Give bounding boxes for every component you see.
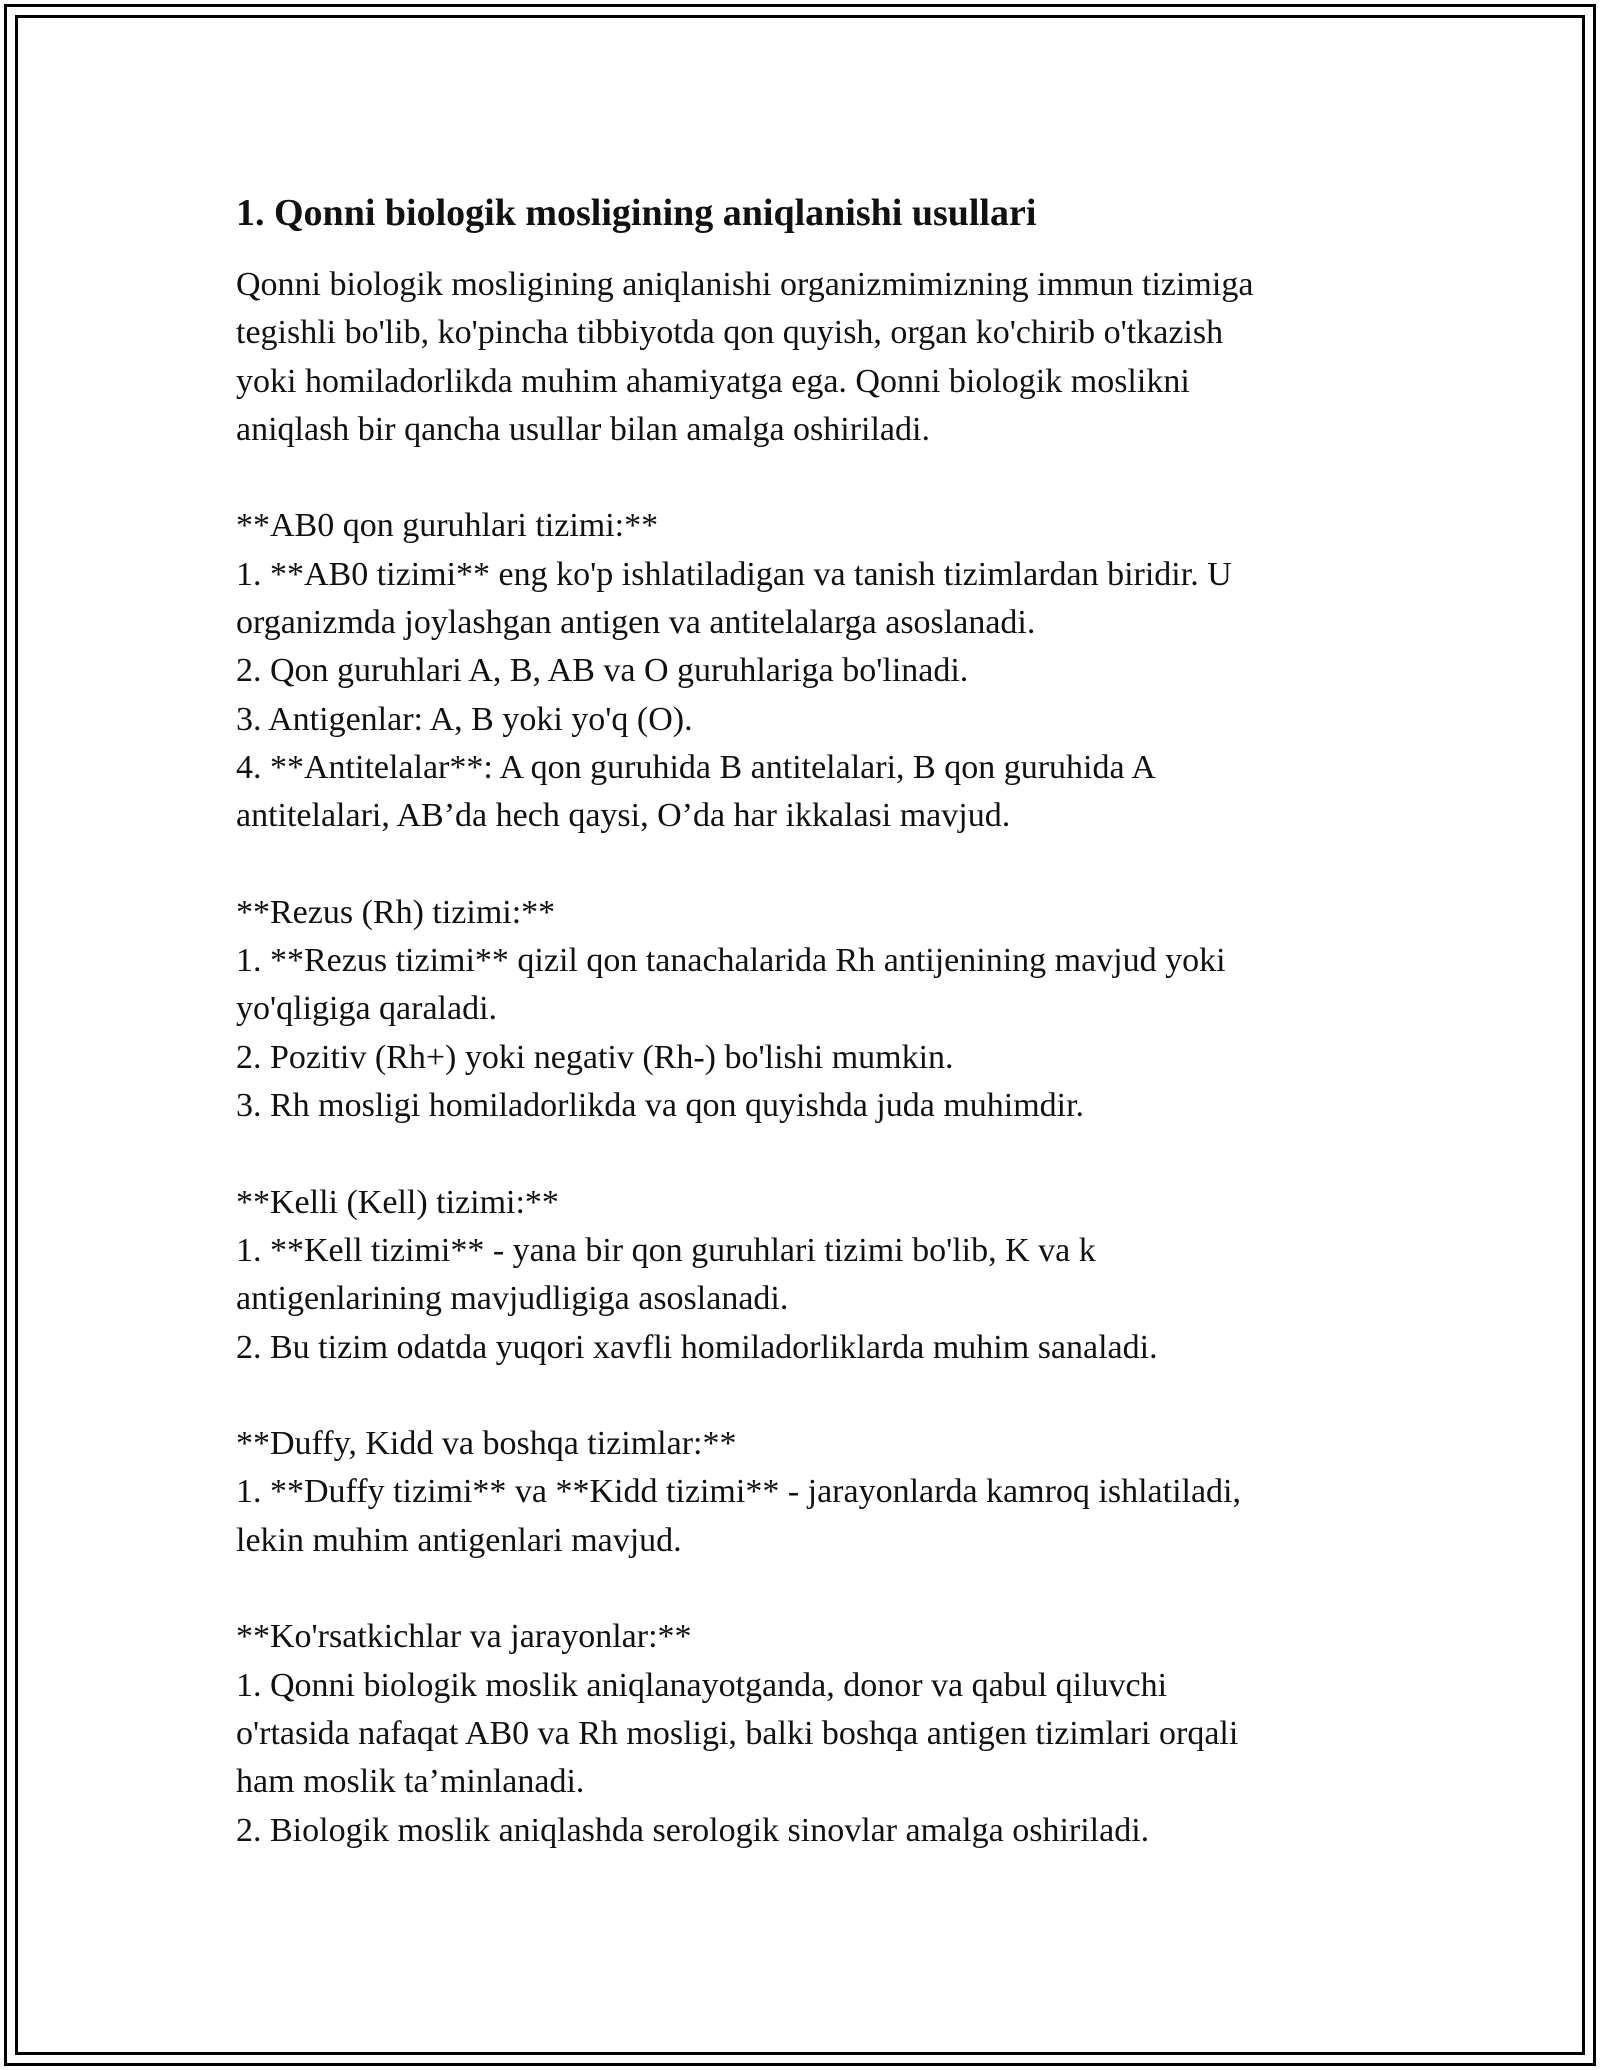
section-ab0 <box>236 502 1376 840</box>
list-item: 1. **Rezus tizimi** qizil qon tanachalarida Rh antijenining mavjud yoki yo'qligiga qaraladi. <box>236 942 1226 1028</box>
list-item: 1. Qonni biologik moslik aniqlanayotganda, donor va qabul qiluvchi o'rtasida nafaqat AB0 va Rh mosligi, balki boshqa antigen tizimlari orqali ham moslik ta’minlanadi. <box>236 1666 1239 1801</box>
list-item: 1. **Kell tizimi** - yana bir qon guruhlari tizimi bo'lib, K va k antigenlarining mavjudligiga asoslanadi. <box>236 1231 1096 1318</box>
spacer <box>236 1130 1376 1178</box>
list-item: 2. Biologik moslik aniqlashda serologik sinovlar amalga oshiriladi. <box>236 1811 1150 1849</box>
section-heading: **AB0 qon guruhlari tizimi:** <box>236 507 659 545</box>
section-heading: **Ko'rsatkichlar va jarayonlar:** <box>236 1618 692 1656</box>
section-heading: **Rezus (Rh) tizimi:** <box>236 893 556 931</box>
list-item: 3. Antigenlar: A, B yoki yo'q (O). <box>236 700 693 738</box>
document-body <box>236 187 1376 1855</box>
list-item: 2. Bu tizim odatda yuqori xavfli homiladorliklarda muhim sanaladi. <box>236 1328 1158 1366</box>
section-heading: **Kelli (Kell) tizimi:** <box>236 1183 559 1221</box>
list-item: 3. Rh mosligi homiladorlikda va qon quyishda juda muhimdir. <box>236 1087 1085 1125</box>
spacer <box>236 454 1376 502</box>
list-item: 2. Qon guruhlari A, B, AB va O guruhlariga bo'linadi. <box>236 652 969 690</box>
list-item: 1. **Duffy tizimi** va **Kidd tizimi** - jarayonlarda kamroq ishlatiladi, lekin muhim antigenlari mavjud. <box>236 1473 1241 1559</box>
section-duffy-kidd <box>236 1420 1376 1565</box>
section-rh <box>236 889 1376 1130</box>
section-kell <box>236 1179 1376 1372</box>
list-item: 2. Pozitiv (Rh+) yoki negativ (Rh-) bo'lishi mumkin. <box>236 1038 954 1076</box>
document-title: 1. Qonni biologik mosligining aniqlanishi usullari <box>236 192 1037 234</box>
spacer <box>236 1372 1376 1420</box>
spacer <box>236 1565 1376 1613</box>
list-item: 1. **AB0 tizimi** eng ko'p ishlatiladigan va tanish tizimlardan biridir. U organizmda joylashgan antigen va antitelalarga asoslanadi. <box>236 555 1232 642</box>
list-item: 4. **Antitelalar**: A qon guruhida B antitelalari, B qon guruhida A antitelalari, AB’da hech qaysi, O’da har ikkalasi mavjud. <box>236 748 1156 835</box>
intro-paragraph: Qonni biologik mosligining aniqlanishi organizmimizning immun tizimiga tegishli bo'lib, ko'pincha tibbiyotda qon quyish, organ ko'chirib o'tkazish yoki homiladorlikda muhim ahamiyatga ega. Qonni biologik moslikni aniqlash bir qancha usullar bilan amalga oshiriladi. <box>236 266 1254 448</box>
spacer <box>236 841 1376 889</box>
section-indicators <box>236 1613 1376 1854</box>
section-heading: **Duffy, Kidd va boshqa tizimlar:** <box>236 1425 737 1463</box>
